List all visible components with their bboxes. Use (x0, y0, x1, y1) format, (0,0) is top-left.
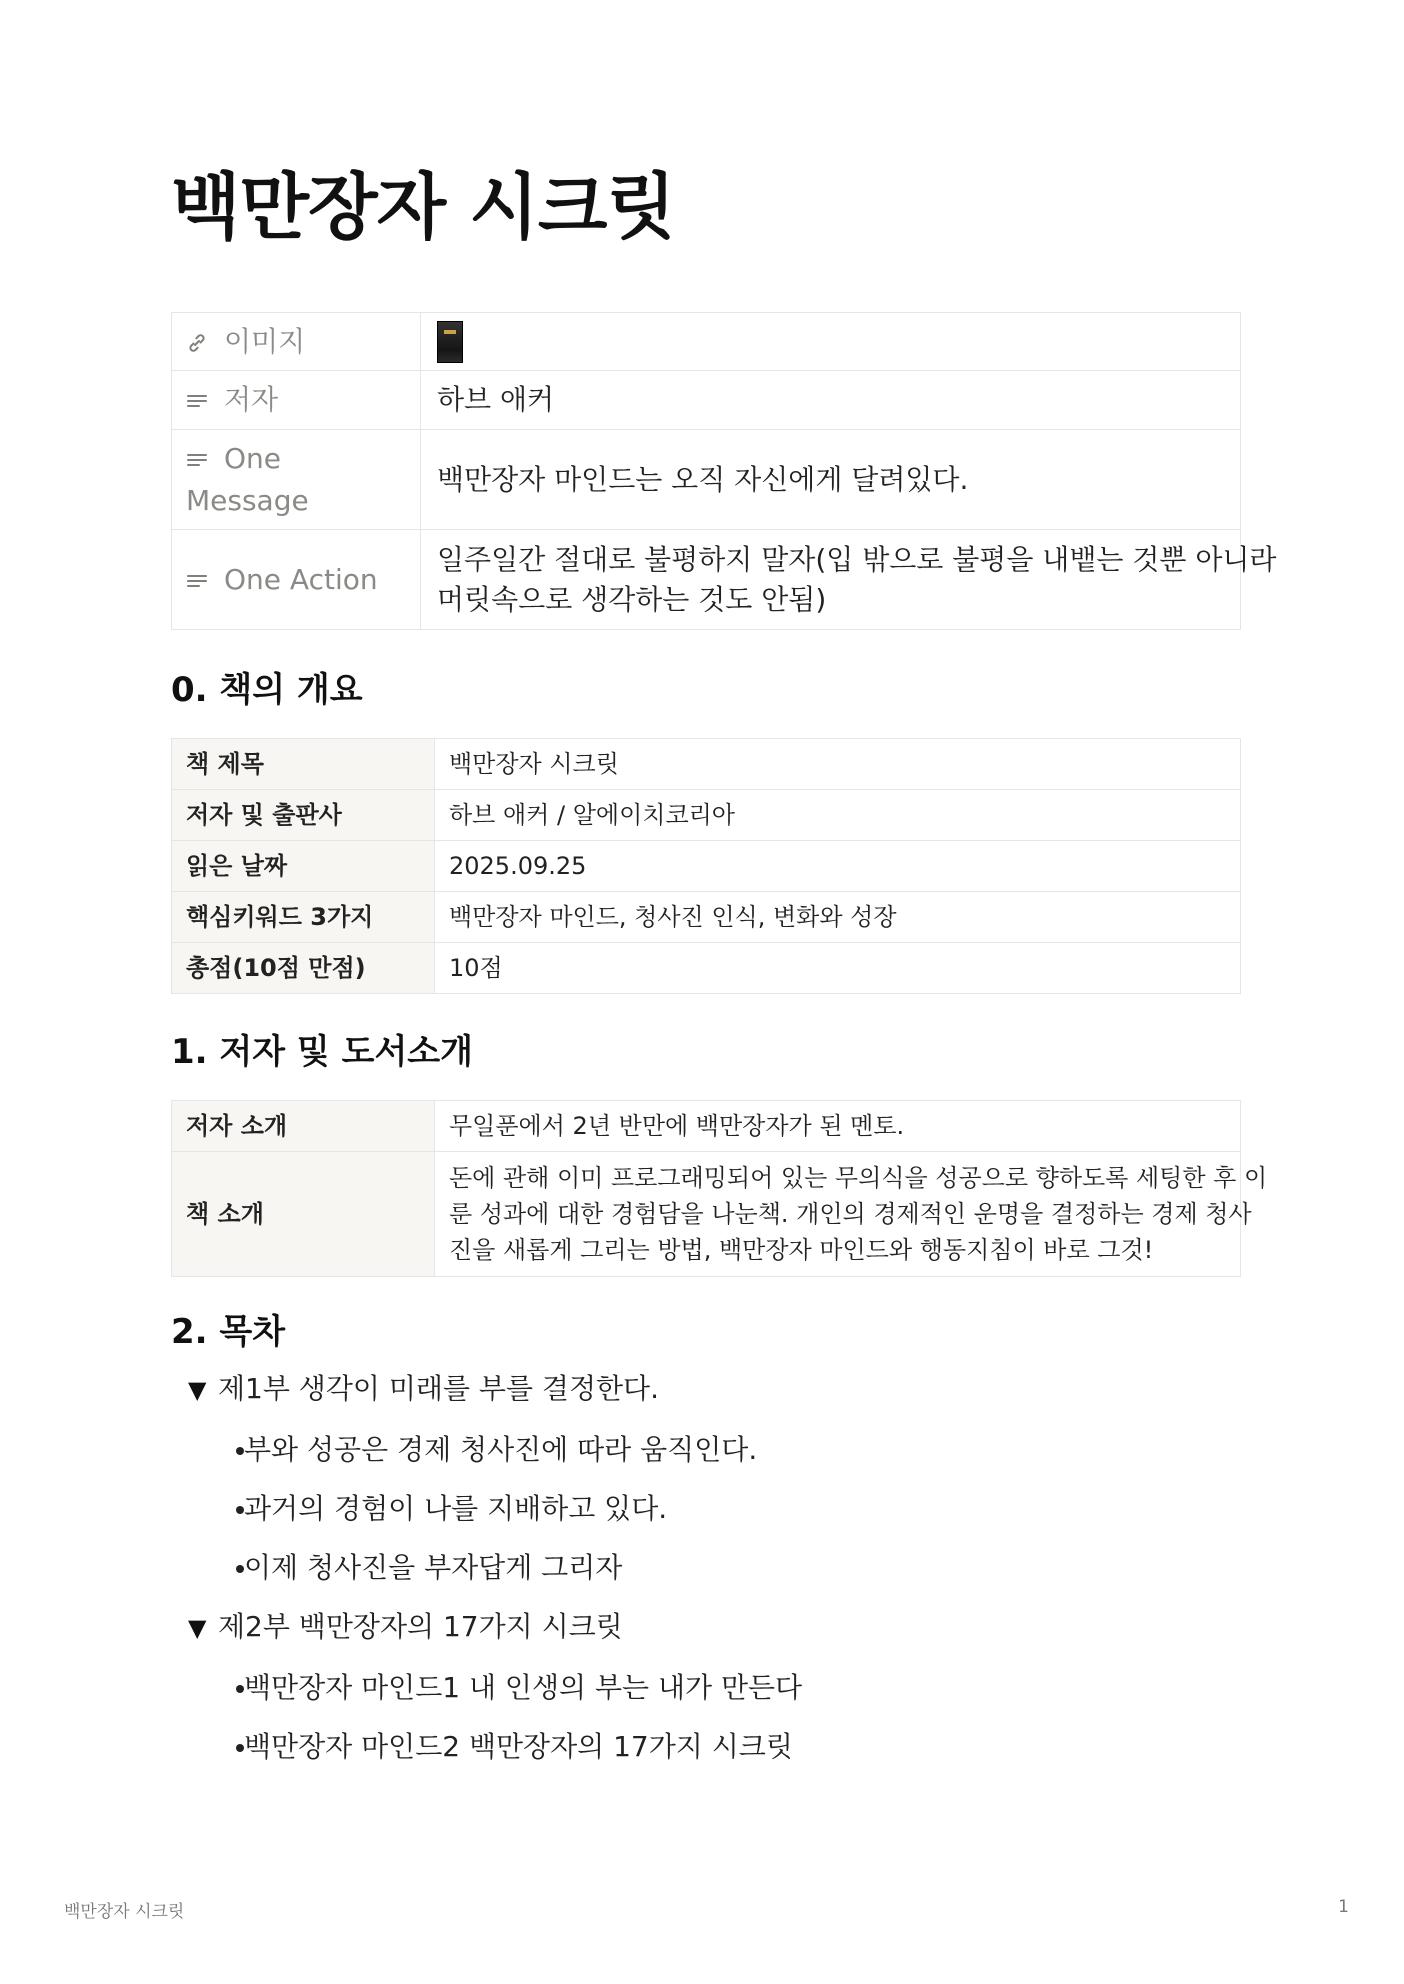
table-key: 총점(10점 만점) (172, 943, 435, 994)
table-value[interactable]: 백만장자 마인드, 청사진 인식, 변화와 성장 (435, 892, 1241, 943)
toggle-triangle-icon[interactable]: ▼ (188, 1614, 207, 1642)
property-name[interactable] (172, 530, 421, 630)
property-value-one-action[interactable] (421, 530, 1277, 630)
book-intro-line-3: 진을 새롭게 그리는 방법, 백만장자 마인드와 행동지침이 바로 그것! (449, 1236, 1154, 1264)
toggle-part-1[interactable] (188, 1370, 1228, 1409)
table-key: 핵심키워드 3가지 (172, 892, 435, 943)
table-key: 저자 및 출판사 (172, 790, 435, 841)
footer-document-title: 백만장자 시크릿 (64, 1902, 185, 1922)
table-key: 책 제목 (172, 739, 435, 790)
list-item-text: 백만장자 마인드1 내 인생의 부는 내가 만든다 (244, 1671, 803, 1704)
table-row (172, 1101, 1241, 1152)
text-lines-icon (186, 451, 208, 469)
property-row-author (172, 371, 1241, 430)
toggle-part-2[interactable] (188, 1608, 1228, 1647)
one-action-line-1: 일주일간 절대로 불평하지 말자(입 밖으로 불평을 내뱉는 것뿐 아니라 (437, 542, 1277, 576)
property-label-one-action: One Action (224, 562, 378, 596)
table-row (172, 841, 1241, 892)
book-cover-thumbnail[interactable] (437, 321, 463, 363)
list-item-text: 과거의 경험이 나를 지배하고 있다. (244, 1492, 668, 1525)
toggle-triangle-icon[interactable]: ▼ (188, 1376, 207, 1404)
table-row (172, 943, 1241, 994)
bullet-icon (236, 1744, 244, 1752)
toggle-part-title: 제2부 백만장자의 17가지 시크릿 (218, 1610, 623, 1643)
list-item (188, 1549, 1228, 1587)
property-label-author: 저자 (224, 383, 279, 416)
table-key: 책 소개 (172, 1152, 435, 1277)
property-row-one-action (172, 530, 1241, 630)
property-value-author[interactable]: 하브 애커 (421, 371, 1241, 430)
book-intro-line-1: 돈에 관해 이미 프로그래밍되어 있는 무의식을 성공으로 향하도록 세팅한 후 이 (449, 1164, 1268, 1192)
list-item-text: 이제 청사진을 부자답게 그리자 (244, 1551, 623, 1584)
list-item (188, 1490, 1228, 1528)
table-value[interactable]: 2025.09.25 (435, 841, 1241, 892)
list-item (188, 1431, 1228, 1469)
table-value[interactable] (435, 1152, 1268, 1277)
toggle-part-title: 제1부 생각이 미래를 부를 결정한다. (218, 1372, 659, 1405)
text-lines-icon (186, 392, 208, 410)
book-intro-line-2: 룬 성과에 대한 경험담을 나눈책. 개인의 경제적인 운명을 결정하는 경제 청사 (449, 1200, 1252, 1228)
section-heading-toc: 2. 목차 (171, 1312, 286, 1352)
property-value-image[interactable] (421, 313, 1241, 371)
table-value[interactable]: 10점 (435, 943, 1241, 994)
property-value-one-message[interactable]: 백만장자 마인드는 오직 자신에게 달려있다. (421, 430, 1241, 530)
section-heading-overview: 0. 책의 개요 (171, 670, 363, 710)
footer-page-number: 1 (1338, 1897, 1349, 1917)
property-name[interactable] (172, 430, 421, 530)
table-row (172, 739, 1241, 790)
property-name[interactable] (172, 313, 421, 371)
section-heading-author-book: 1. 저자 및 도서소개 (171, 1032, 473, 1072)
table-row (172, 1152, 1241, 1277)
property-label-one-message-2: Message (186, 483, 309, 517)
property-label-one-message-1: One (224, 441, 282, 475)
property-label-image: 이미지 (224, 324, 306, 358)
link-icon (186, 332, 208, 354)
table-value[interactable]: 무일푼에서 2년 반만에 백만장자가 된 멘토. (435, 1101, 1241, 1152)
table-row (172, 790, 1241, 841)
bullet-icon (236, 1506, 244, 1514)
list-item (188, 1728, 1228, 1766)
table-value[interactable]: 백만장자 시크릿 (435, 739, 1241, 790)
list-item (188, 1669, 1228, 1707)
table-row (172, 892, 1241, 943)
text-lines-icon (186, 572, 208, 590)
property-name[interactable] (172, 371, 421, 430)
list-item-text: 부와 성공은 경제 청사진에 따라 움직인다. (244, 1433, 758, 1466)
property-row-image (172, 313, 1241, 371)
list-item-text: 백만장자 마인드2 백만장자의 17가지 시크릿 (244, 1730, 793, 1763)
overview-table (171, 738, 1241, 994)
properties-table (171, 312, 1277, 630)
table-value[interactable]: 하브 애커 / 알에이치코리아 (435, 790, 1241, 841)
one-action-line-2: 머릿속으로 생각하는 것도 안됨) (437, 582, 827, 616)
bullet-icon (236, 1565, 244, 1573)
table-key: 읽은 날짜 (172, 841, 435, 892)
table-of-contents (188, 1370, 1228, 1787)
bullet-icon (236, 1447, 244, 1455)
bullet-icon (236, 1685, 244, 1693)
table-key: 저자 소개 (172, 1101, 435, 1152)
property-row-one-message (172, 430, 1241, 530)
page-title: 백만장자 시크릿 (171, 165, 675, 249)
author-book-table (171, 1100, 1268, 1277)
